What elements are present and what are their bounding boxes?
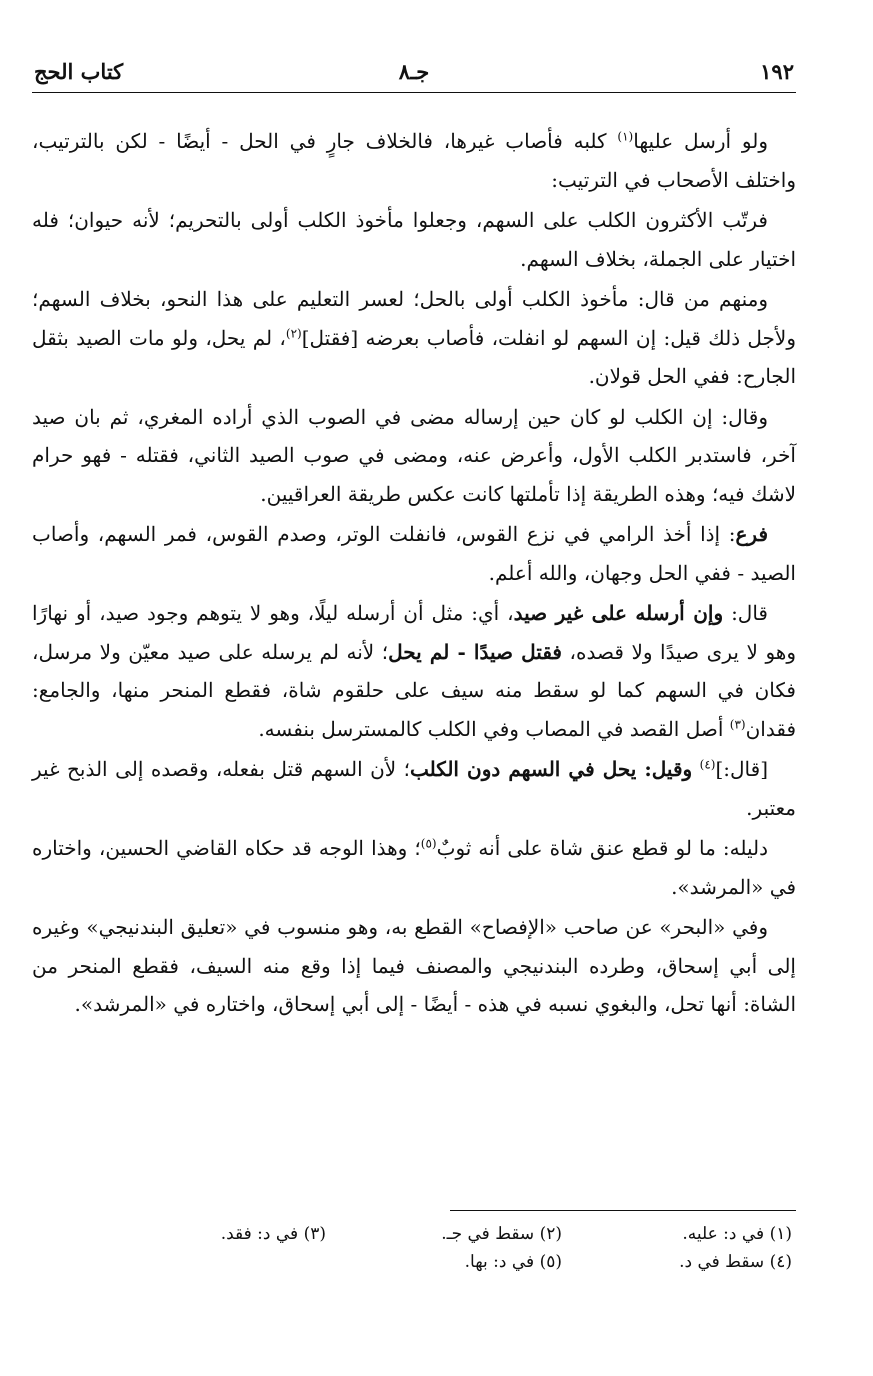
page-header: [32, 54, 796, 90]
footnote-row: [32, 1248, 796, 1276]
paragraph: قال: وإن أرسله على غير صيد، أي: مثل أن أرسله ليلًا، وهو لا يتوهم وجود صيد، أو نهارًا وهو لا يرى صيدًا ولا قصده، فقتل صيدًا - لم يحل؛ لأنه لم يرسله على صيد معيّن ولا مرسل، فكان في السهم كما لو سقط منه سيف على حلقوم شاة، فقطع المنحر منها، والجامع: فقدان$^{(٣)}$ أصل القصد في المصاب وفي الكلب كالمسترسل بنفسه.: [32, 601, 796, 741]
footnote: (١) في د: عليه.: [682, 1224, 792, 1244]
footnote: (٢) سقط في جـ.: [441, 1224, 562, 1244]
header-divider: [32, 92, 796, 93]
footnote: (٣) في د: فقد.: [220, 1224, 326, 1244]
bold-term: فرع: [735, 522, 769, 546]
footnote-divider: [450, 1210, 796, 1211]
footnote-marker: (٢): [285, 325, 302, 340]
book-page: [32, 0, 796, 1376]
paragraph: فرتّب الأكثرون الكلب على السهم، وجعلوا مأخوذ الكلب أولى بالتحريم؛ لأنه حيوان؛ فله اختيار على الجملة، بخلاف السهم.: [32, 208, 796, 271]
footnote: (٥) في د: بها.: [464, 1252, 562, 1272]
volume-number: جـ٨: [398, 59, 430, 84]
footnote-marker: (٤): [699, 757, 716, 772]
paragraph: وفي «البحر» عن صاحب «الإفصاح» القطع به، وهو منسوب في «تعليق البندنيجي» وغيره إلى أبي إسحاق، وطرده البندنيجي والمصنف فيما إذا وقع منه السيف، فقطع المنحر من الشاة: أنها تحل، والبغوي نسبه في هذه - أيضًا - إلى أبي إسحاق، واختاره في «المرشد».: [32, 915, 796, 1016]
footnote-marker: (٥): [420, 836, 437, 851]
paragraph: وقال: إن الكلب لو كان حين إرساله مضى في الصوب الذي أراده المغري، ثم بان صيد آخر، فاستدبر الكلب الأول، وأعرض عنه، ومضى في صوب الصيد الثاني، فقتله - فهو حرام لاشك فيه؛ وهذه الطريقة إذا تأملتها كانت عكس طريقة العراقيين.: [32, 404, 796, 506]
paragraph: [قال:]$^{(٤)}$ وقيل: يحل في السهم دون الكلب؛ لأن السهم قتل بفعله، وقصده إلى الذبح غير معتبر.: [32, 757, 796, 820]
bold-term: وقيل: يحل في السهم دون الكلب: [410, 757, 693, 781]
footnote-marker: (١): [617, 129, 634, 144]
footnote: (٤) سقط في د.: [679, 1252, 792, 1272]
bold-term: وإن أرسله على غير صيد: [513, 601, 724, 625]
main-text: [32, 122, 796, 1026]
footnote-row: [32, 1220, 796, 1248]
paragraph: دليله: ما لو قطع عنق شاة على أنه ثوبٌ$^{(٥)}$؛ وهذا الوجه قد حكاه القاضي الحسين، واختاره في «المرشد».: [32, 836, 796, 899]
book-title: كتاب الحج: [34, 59, 124, 84]
paragraph: ولو أرسل عليها$^{(١)}$ كلبه فأصاب غيرها، فالخلاف جارٍ في الحل - أيضًا - لكن بالترتيب، واختلف الأصحاب في الترتيب:: [32, 129, 796, 192]
page-number: ١٩٢: [760, 59, 794, 84]
bold-term: فقتل صيدًا - لم يحل: [388, 639, 562, 664]
paragraph: ومنهم من قال: مأخوذ الكلب أولى بالحل؛ لعسر التعليم على هذا النحو، بخلاف السهم؛ ولأجل ذلك قيل: إن السهم لو انفلت، فأصاب بعرضه [فقتل]$^{(٢)}$، لم يحل، ولو مات الصيد بثقل الجارح: ففي الحل قولان.: [32, 287, 796, 388]
footnote-marker: (٣): [729, 716, 746, 731]
paragraph: فرع: إذا أخذ الرامي في نزع القوس، فانفلت الوتر، وصدم القوس، فمر السهم، وأصاب الصيد - ففي الحل وجهان، والله أعلم.: [32, 522, 796, 585]
footnotes: [32, 1220, 796, 1276]
